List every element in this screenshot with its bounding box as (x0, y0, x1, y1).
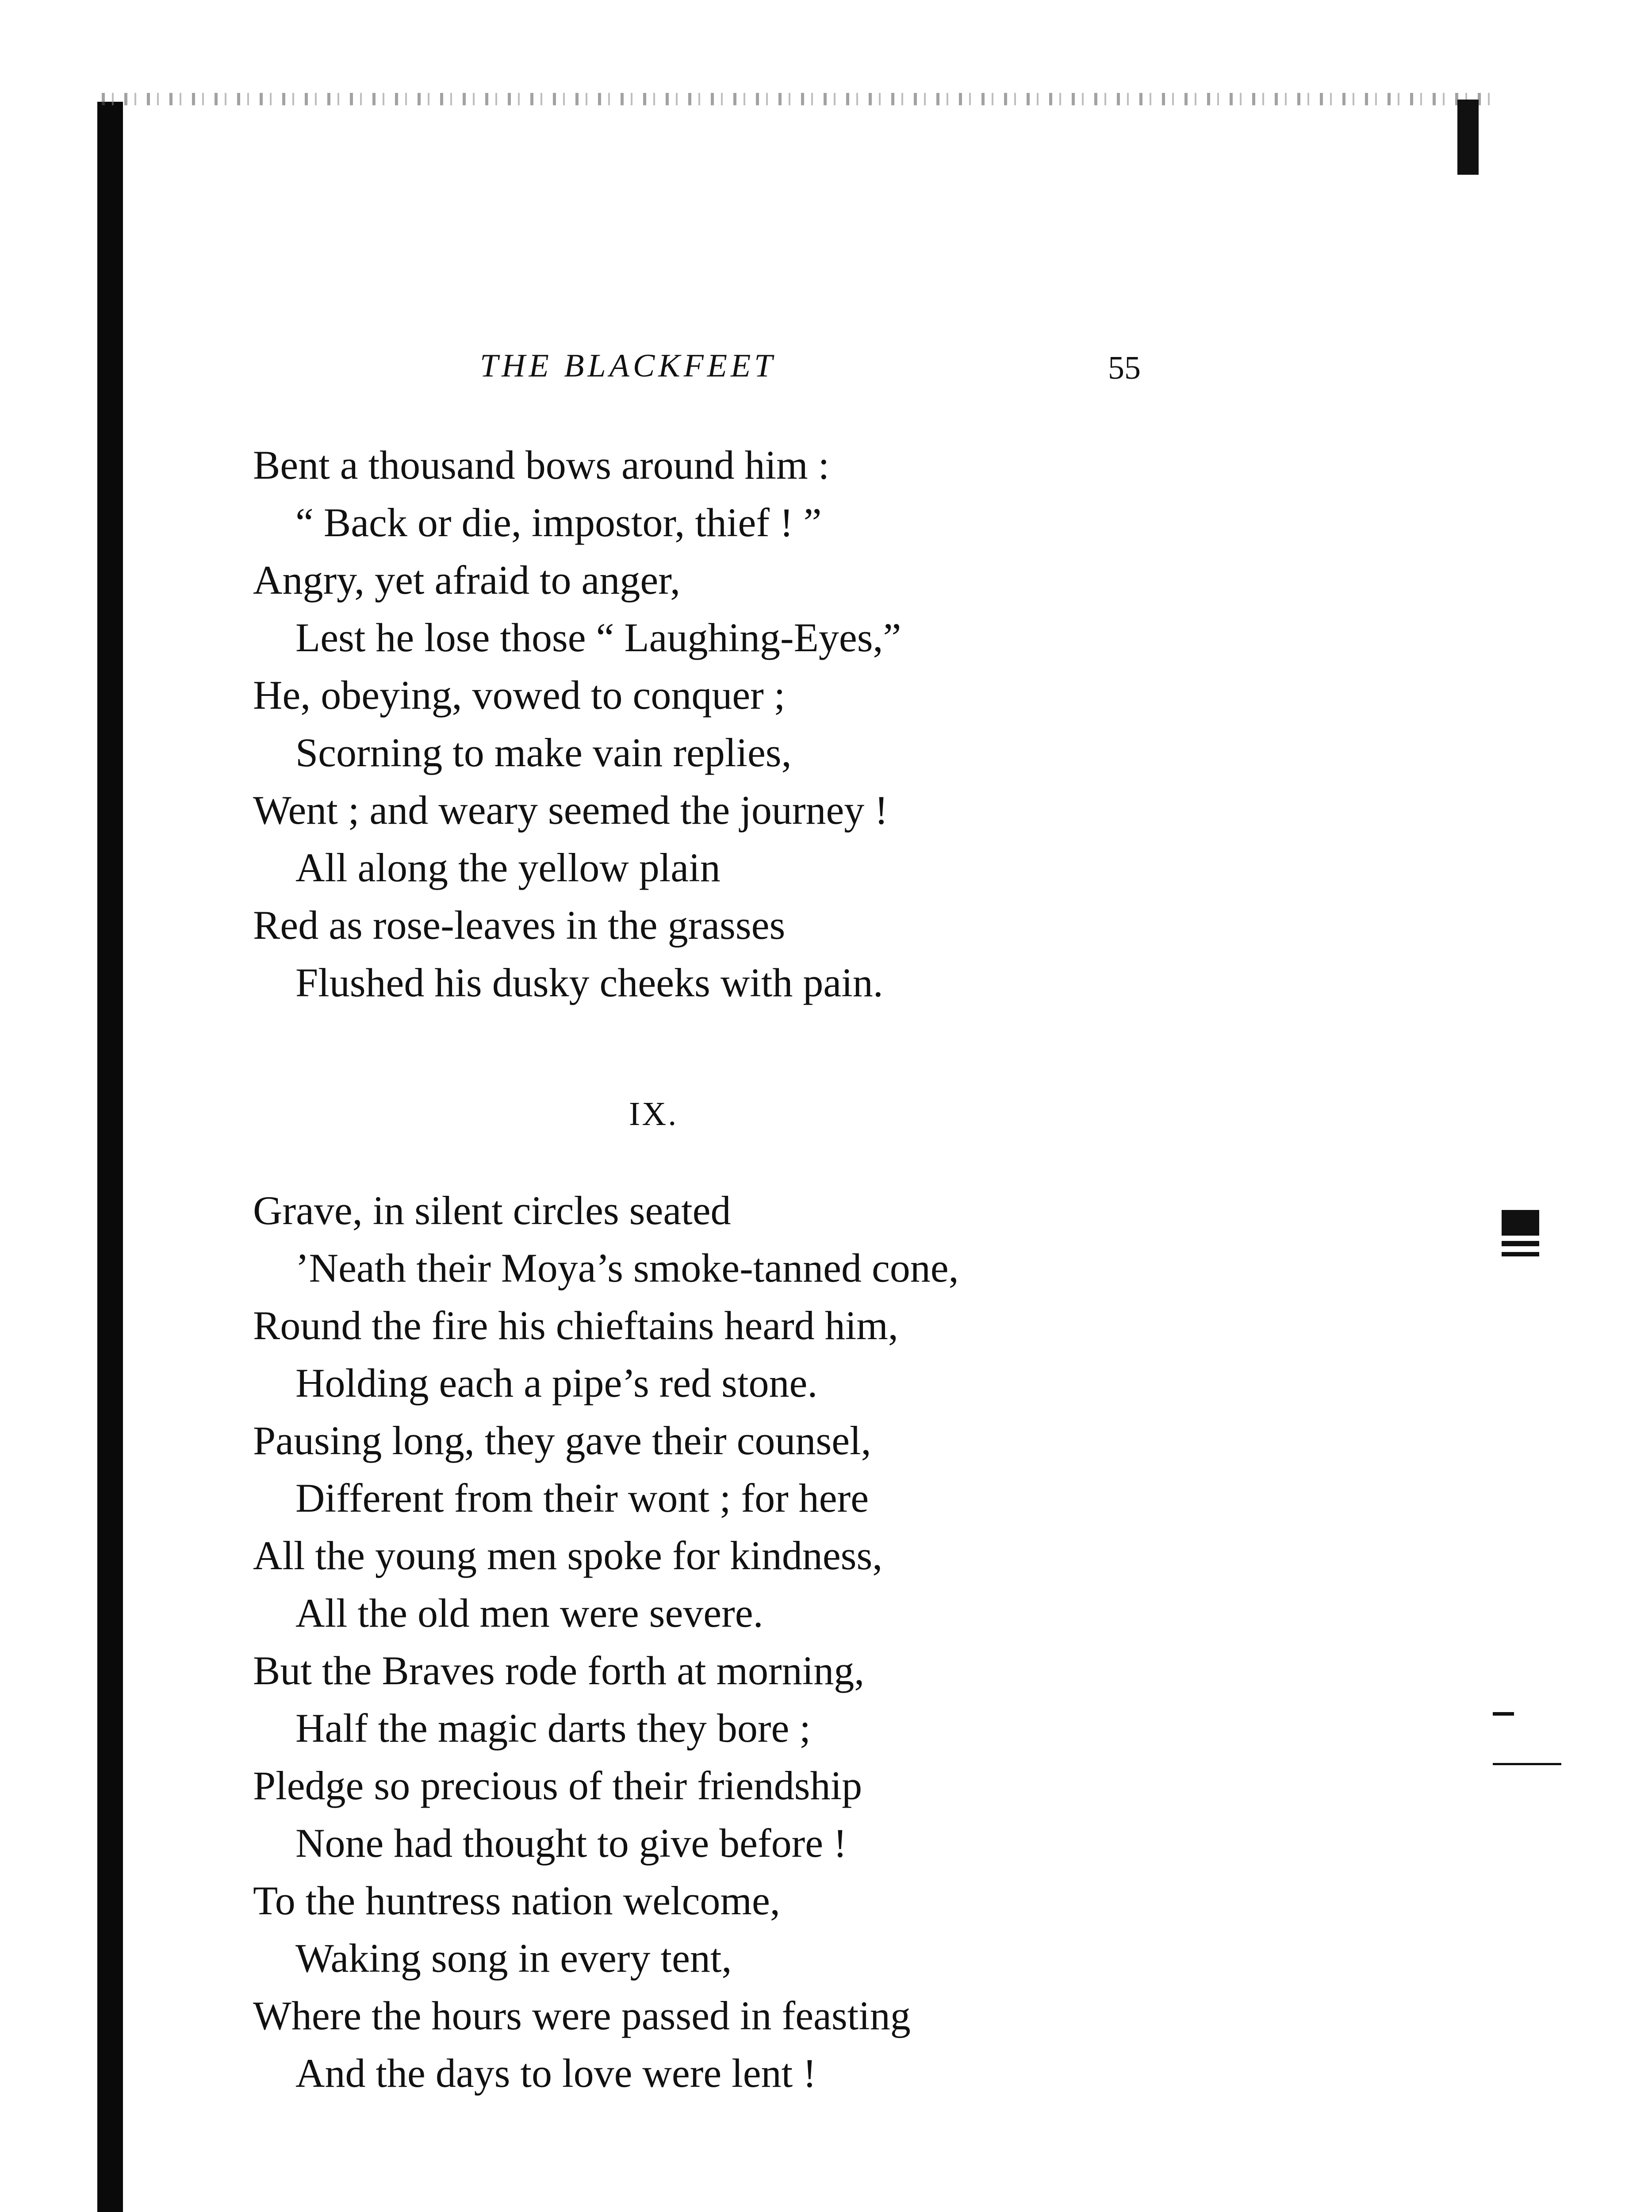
poem-line: Flushed his dusky cheeks with pain. (295, 960, 883, 1005)
poem-line: Where the hours were passed in feasting (253, 1993, 911, 2038)
poem-line: Went ; and weary seemed the journey ! (253, 787, 888, 833)
scan-corner-mark-top (1457, 100, 1479, 175)
scan-margin-mark (1502, 1241, 1539, 1246)
poem-line: Bent a thousand bows around him : (253, 442, 830, 488)
poem-line: All the young men spoke for kindness, (253, 1533, 883, 1578)
scan-margin-mark (1502, 1210, 1539, 1236)
poem-line: None had thought to give before ! (295, 1820, 847, 1866)
scan-margin-mark (1493, 1712, 1514, 1716)
poem-line: And the days to love were lent ! (295, 2051, 816, 2096)
poem-line: To the huntress nation welcome, (253, 1878, 780, 1923)
scan-margin-mark (1502, 1252, 1539, 1256)
poem-line: He, obeying, vowed to conquer ; (253, 672, 786, 718)
poem-line: Round the fire his chieftains heard him, (253, 1303, 898, 1348)
poem-line: Half the magic darts they bore ; (295, 1705, 811, 1751)
poem-line: Scorning to make vain replies, (295, 730, 792, 775)
poem-line: “ Back or die, impostor, thief ! ” (295, 500, 822, 545)
scan-top-edge (102, 93, 1495, 105)
poem-line: Holding each a pipe’s red stone. (295, 1360, 818, 1406)
poem-line: But the Braves rode forth at morning, (253, 1648, 865, 1693)
poem-line: Different from their wont ; for here (295, 1475, 869, 1521)
section-number: IX. (629, 1095, 678, 1133)
poem-line: Lest he lose those “ Laughing-Eyes,” (295, 615, 901, 660)
poem-line: All the old men were severe. (295, 1590, 763, 1636)
scan-spine-shadow (97, 102, 123, 2212)
poem-line: Waking song in every tent, (295, 1936, 732, 1981)
poem-line: Pausing long, they gave their counsel, (253, 1418, 871, 1463)
scan-margin-mark (1493, 1763, 1561, 1765)
running-title: THE BLACKFEET (480, 348, 776, 384)
poem-line: All along the yellow plain (295, 845, 721, 890)
poem-line: Angry, yet afraid to anger, (253, 557, 681, 603)
poem-line: Red as rose-leaves in the grasses (253, 902, 786, 948)
poem-line: Grave, in silent circles seated (253, 1188, 731, 1233)
poem-line: Pledge so precious of their friendship (253, 1763, 862, 1808)
page-number: 55 (1108, 350, 1141, 386)
poem-line: ’Neath their Moya’s smoke-tanned cone, (295, 1245, 959, 1290)
